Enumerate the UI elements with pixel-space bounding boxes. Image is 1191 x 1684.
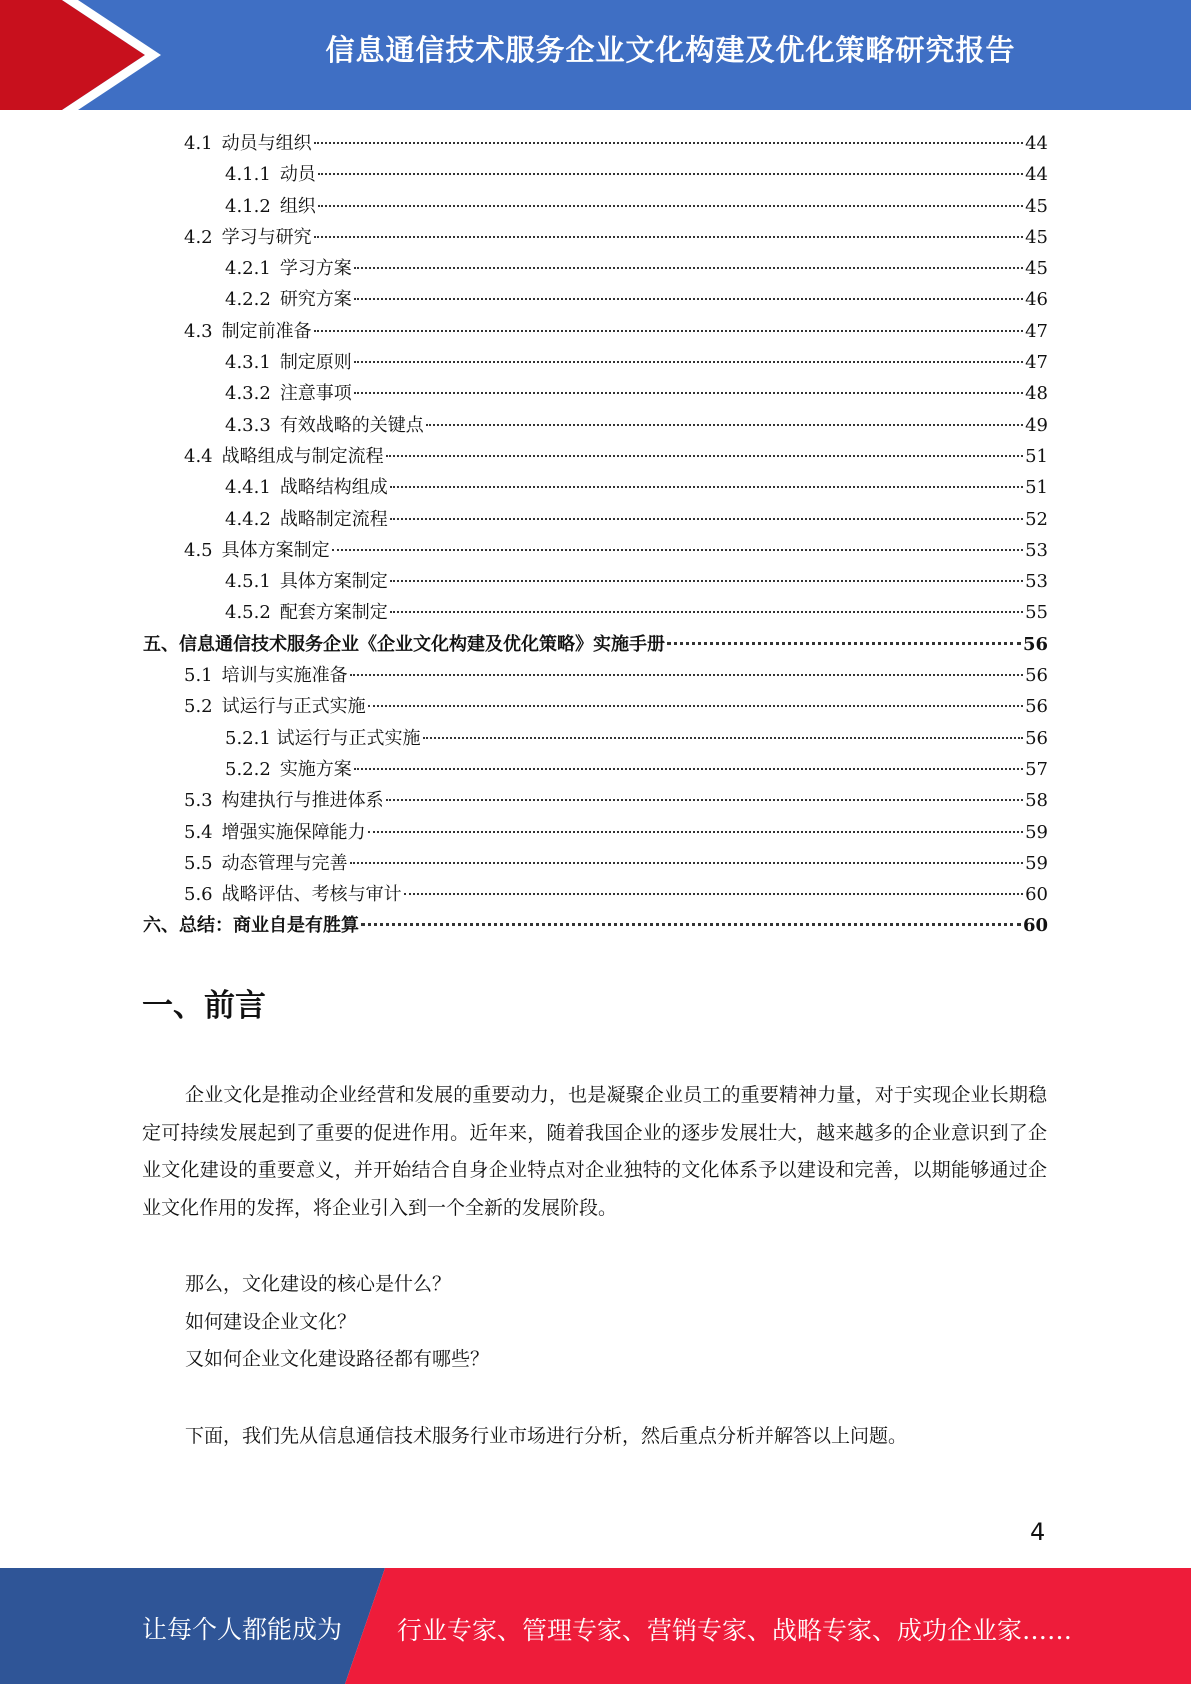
- toc-entry-title: 有效战略的关键点: [279, 414, 424, 436]
- toc-entry[interactable]: [143, 566, 1048, 597]
- toc-entry-title: 研究方案: [279, 289, 352, 311]
- toc-dot-leader: [390, 580, 1023, 582]
- toc-dot-leader: [404, 893, 1023, 895]
- toc-entry[interactable]: [143, 848, 1048, 879]
- toc-dot-leader: [350, 862, 1023, 864]
- toc-entry-title: 动员: [279, 164, 316, 186]
- toc-entry-number: 4.1.1: [225, 164, 271, 186]
- toc-entry-title: 动员与组织: [221, 133, 312, 154]
- toc-entry-number: 5.4: [184, 821, 213, 843]
- toc-entry-page: 47: [1025, 320, 1048, 342]
- toc-entry-number: 4.5.2: [225, 602, 271, 624]
- toc-entry[interactable]: [143, 910, 1048, 941]
- toc-entry-page: 56: [1025, 665, 1048, 687]
- toc-entry-title: 五、信息通信技术服务企业《企业文化构建及优化策略》实施手册: [143, 633, 665, 655]
- toc-entry[interactable]: [143, 253, 1048, 284]
- page-footer: [0, 1568, 1191, 1684]
- toc-entry-title: 培训与实施准备: [221, 665, 348, 687]
- toc-dot-leader: [361, 923, 1021, 926]
- toc-dot-leader: [667, 642, 1021, 645]
- toc-dot-leader: [354, 768, 1023, 770]
- toc-entry[interactable]: [143, 785, 1048, 816]
- toc-dot-leader: [314, 142, 1023, 144]
- toc-entry-page: 47: [1025, 352, 1048, 374]
- toc-dot-leader: [314, 330, 1023, 332]
- toc-entry[interactable]: [143, 597, 1048, 628]
- toc-entry-page: 45: [1025, 258, 1048, 280]
- toc-entry-title: 试运行与正式实施: [221, 696, 366, 718]
- toc-entry-page: 44: [1025, 164, 1048, 186]
- toc-entry-page: 52: [1025, 508, 1048, 530]
- toc-entry[interactable]: [143, 347, 1048, 378]
- question-list: [185, 1266, 489, 1379]
- toc-dot-leader: [426, 424, 1023, 426]
- toc-entry-title: 学习与研究: [221, 226, 312, 248]
- toc-entry-title: 注意事项: [279, 383, 352, 405]
- toc-entry[interactable]: [143, 879, 1048, 910]
- toc-entry-number: 4.3.3: [225, 414, 271, 436]
- toc-entry-page: 59: [1025, 821, 1048, 843]
- toc-entry-number: 4.3.2: [225, 383, 271, 405]
- toc-entry-number: 4.2: [184, 226, 213, 248]
- toc-entry-number: 4.1: [184, 133, 213, 154]
- toc-entry-title: 制定原则: [279, 352, 352, 374]
- toc-entry-title: 具体方案制定: [279, 571, 388, 593]
- toc-entry[interactable]: [143, 191, 1048, 222]
- toc-entry-page: 56: [1022, 633, 1048, 655]
- toc-dot-leader: [423, 737, 1024, 739]
- toc-dot-leader: [354, 392, 1023, 394]
- toc-entry[interactable]: [143, 316, 1048, 347]
- toc-dot-leader: [390, 486, 1023, 488]
- toc-entry-title: 战略结构组成: [279, 477, 388, 499]
- toc-entry-title: 具体方案制定: [221, 539, 330, 561]
- toc-entry-number: 4.5.1: [225, 571, 271, 593]
- toc-entry[interactable]: [143, 817, 1048, 848]
- toc-entry-number: 5.1: [184, 665, 213, 687]
- toc-entry[interactable]: [143, 691, 1048, 722]
- toc-entry[interactable]: [143, 754, 1048, 785]
- toc-entry-title: 六、总结：商业自是有胜算: [143, 915, 359, 937]
- toc-dot-leader: [314, 236, 1023, 238]
- toc-entry-number: 4.3: [184, 320, 213, 342]
- toc-entry-title: 组织: [279, 195, 316, 217]
- document-title: 信息通信技术服务企业文化构建及优化策略研究报告: [325, 33, 1016, 67]
- toc-entry-page: 44: [1025, 133, 1048, 154]
- toc-entry-page: 53: [1025, 539, 1048, 561]
- toc-entry[interactable]: [143, 660, 1048, 691]
- toc-entry-title: 配套方案制定: [279, 602, 388, 624]
- toc-entry-title: 战略组成与制定流程: [221, 445, 384, 467]
- transition-paragraph: 下面，我们先从信息通信技术服务行业市场进行分析，然后重点分析并解答以上问题。: [185, 1425, 908, 1447]
- toc-entry-page: 51: [1025, 477, 1048, 499]
- toc-entry-page: 51: [1025, 445, 1048, 467]
- toc-entry-title: 构建执行与推进体系: [221, 790, 384, 812]
- toc-entry-title: 战略评估、考核与审计: [221, 884, 402, 906]
- toc-entry-number: 4.4: [184, 445, 213, 467]
- toc-entry-number: 5.6: [184, 884, 213, 906]
- toc-entry-title: 学习方案: [279, 258, 352, 280]
- toc-entry-page: 45: [1025, 226, 1048, 248]
- toc-dot-leader: [390, 518, 1023, 520]
- toc-dot-leader: [386, 455, 1023, 457]
- toc-entry[interactable]: [143, 410, 1048, 441]
- toc-entry-number: 5.3: [184, 790, 213, 812]
- toc-entry-page: 58: [1025, 790, 1048, 812]
- toc-dot-leader: [332, 549, 1023, 551]
- toc-dot-leader: [318, 173, 1023, 175]
- toc-dot-leader: [350, 674, 1023, 676]
- toc-entry[interactable]: [143, 128, 1048, 159]
- toc-entry-number: 4.4.1: [225, 477, 271, 499]
- toc-entry-page: 57: [1025, 758, 1048, 780]
- section-heading: 一、前言: [142, 988, 266, 1024]
- toc-entry[interactable]: [143, 723, 1048, 754]
- toc-entry[interactable]: [143, 535, 1048, 566]
- toc-entry[interactable]: [143, 504, 1048, 535]
- toc-entry-title: 增强实施保障能力: [221, 821, 366, 843]
- toc-entry-number: 5.2.2: [225, 758, 271, 780]
- toc-entry[interactable]: [143, 159, 1048, 190]
- toc-entry-number: 4.2.2: [225, 289, 271, 311]
- toc-entry[interactable]: [143, 284, 1048, 315]
- toc-entry[interactable]: [143, 378, 1048, 409]
- toc-entry-number: 4.4.2: [225, 508, 271, 530]
- toc-entry-number: 4.3.1: [225, 352, 271, 374]
- toc-dot-leader: [354, 267, 1023, 269]
- toc-entry-page: 48: [1025, 383, 1048, 405]
- footer-slogan-right: 行业专家、管理专家、营销专家、战略专家、成功企业家……: [397, 1616, 1073, 1645]
- toc-entry[interactable]: [143, 472, 1048, 503]
- toc-entry[interactable]: [143, 441, 1048, 472]
- toc-entry-number: 4.1.2: [225, 195, 271, 217]
- toc-dot-leader: [390, 611, 1023, 613]
- toc-entry-number: 4.5: [184, 539, 213, 561]
- header-chevron-decoration: [0, 0, 200, 110]
- toc-entry-page: 56: [1025, 696, 1048, 718]
- toc-entry-title: 实施方案: [279, 758, 352, 780]
- table-of-contents: [143, 128, 1048, 942]
- toc-entry-title: 5.2.1 试运行与正式实施: [225, 727, 421, 749]
- toc-entry-page: 60: [1022, 915, 1048, 937]
- page-header: [0, 0, 1191, 110]
- footer-slogan-left: 让每个人都能成为: [142, 1615, 343, 1644]
- toc-entry[interactable]: [143, 222, 1048, 253]
- toc-entry-number: 5.2: [184, 696, 213, 718]
- toc-dot-leader: [354, 361, 1023, 363]
- question-item: 又如何企业文化建设路径都有哪些？: [185, 1348, 490, 1370]
- toc-entry-number: 5.5: [184, 852, 213, 874]
- toc-dot-leader: [386, 799, 1023, 801]
- toc-dot-leader: [368, 831, 1023, 833]
- page-number: 4: [1030, 1518, 1046, 1546]
- toc-entry-page: 45: [1025, 195, 1048, 217]
- toc-entry-page: 55: [1025, 602, 1048, 624]
- toc-dot-leader: [368, 705, 1023, 707]
- toc-entry-title: 制定前准备: [221, 320, 312, 342]
- toc-entry-page: 46: [1025, 289, 1048, 311]
- toc-entry-number: 4.2.1: [225, 258, 271, 280]
- question-item: 如何建设企业文化？: [185, 1310, 357, 1333]
- toc-entry[interactable]: [143, 629, 1048, 660]
- toc-entry-page: 60: [1025, 884, 1048, 906]
- toc-entry-title: 动态管理与完善: [221, 852, 348, 874]
- toc-dot-leader: [354, 298, 1023, 300]
- toc-entry-page: 59: [1025, 852, 1048, 874]
- toc-dot-leader: [318, 205, 1023, 207]
- toc-entry-page: 56: [1025, 727, 1048, 749]
- intro-paragraph: 企业文化是推动企业经营和发展的重要动力，也是凝聚企业员工的重要精神力量，对于实现企业长期稳定可持续发展起到了重要的促进作用。近年来，随着我国企业的逐步发展壮大，越来越多的企业意识到了企业文化建设的重要意义，并开始结合自身企业特点对企业独特的文化体系予以建设和完善，以期能够通过企业文化作用的发挥，将企业引入到一个全新的发展阶段。: [142, 1084, 1047, 1219]
- toc-entry-page: 49: [1025, 414, 1048, 436]
- toc-entry-title: 战略制定流程: [279, 508, 388, 530]
- question-item: 那么，文化建设的核心是什么？: [185, 1273, 452, 1295]
- toc-entry-page: 53: [1025, 571, 1048, 593]
